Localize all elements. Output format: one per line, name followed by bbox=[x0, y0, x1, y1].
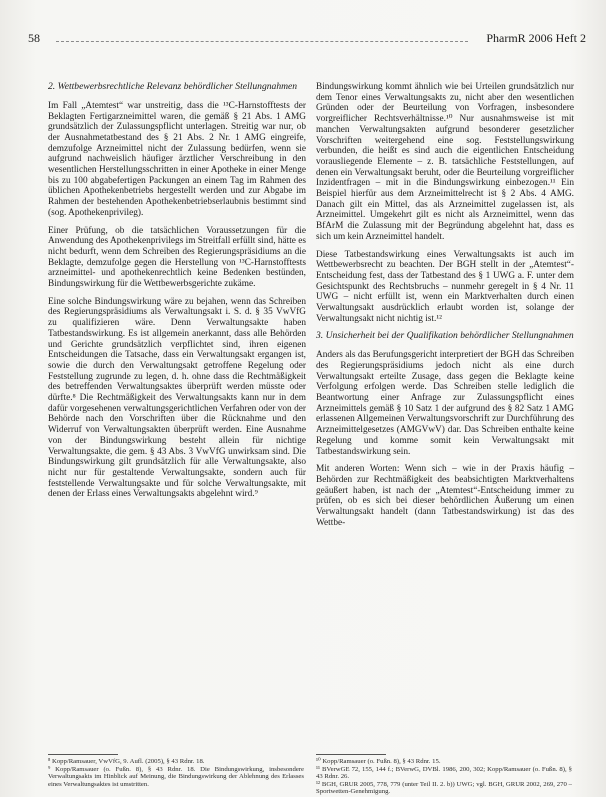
left-column bbox=[48, 82, 306, 507]
journal-title: PharmR 2006 Heft 2 bbox=[486, 31, 586, 45]
footnotes-right bbox=[316, 758, 572, 796]
paragraph: Im Fall „Atemtest“ war unstreitig, dass die ¹³C-Harnstofftests der Beklagten Fertigarzneimittel waren, die gemäß § 21 Abs. 1 AMG grundsätzlich der Zulassungspflicht unterlagen. Streitig war nur, ob der Ausnahmetatbestand des § 21 Abs. 2 Nr. 1 AMG eingreife, demzufolge Arzneimittel nicht der Zulassung bedürfen, wenn sie aufgrund nachweislich häufiger ärztlicher Verschreibung in den wesentlichen Herstellungsschritten in einer Apotheke in einer Menge bis zu 100 abgabefertigen Packungen an einem Tag im Rahmen des üblichen Apothekenbetriebs hergestellt werden und zur Abgabe im Rahmen der bestehenden Apothekenbetriebserlaubnis bestimmt sind (sog. Apothekenprivileg). bbox=[48, 100, 306, 218]
footnote: ¹² BGH, GRUR 2005, 778, 779 (unter Teil II. 2. b)) UWG; vgl. BGH, GRUR 2002, 269, 270 – Sportwetten-Genehmigung. bbox=[316, 780, 572, 796]
section-heading-3: 3. Unsicherheit bei der Qualifikation behördlicher Stellungnahmen bbox=[316, 330, 574, 342]
footnote-rule-left bbox=[48, 754, 118, 755]
paragraph: Mit anderen Worten: Wenn sich – wie in der Praxis häufig – Behörden zur Rechtmäßigkeit des beabsichtigten Marktverhaltens geäußert haben, ist nach der „Atemtest“-Entscheidung immer zu prüfen, ob es sich bei dieser behördlichen Äußerung um einen Verwaltungsakt handelt (dann Tatbestandswirkung) ist das des Wettbe- bbox=[316, 464, 574, 528]
footnote: ⁹ Kopp/Ramsauer (o. Fußn. 8), § 43 Rdnr. 18. Die Bindungswirkung, insbesondere Verwaltungsakts im Hinblick auf Meinung, die Bindungswirkung der Ablehnung des Erlasses eines Verwaltungsaktes ist umstritten. bbox=[48, 765, 304, 788]
paragraph: Eine solche Bindungswirkung wäre zu bejahen, wenn das Schreiben des Regierungspräsidiums als Verwaltungsakt i. S. d. § 35 VwVfG zu qualifizieren wäre. Denn Verwaltungsakte haben Tatbestandswirkung. Es ist allgemein anerkannt, dass alle Behörden und Gerichte grundsätzlich verpflichtet sind, ihren eigenen Entscheidungen die Tatsache, dass ein Verwaltungsakt ergangen ist, sowie die durch den Verwaltungsakt getroffene Regelung oder Feststellung zugrunde zu legen, d. h. ohne dass die Rechtmäßigkeit des betreffenden Verwaltungsaktes überprüft werden müsste oder dürfte.⁸ Die Rechtmäßigkeit des Verwaltungsakts kann nur in dem dafür vorgesehenen verwaltungsgerichtlichen Verfahren oder von der Behörde nach den Vorschriften über die Rücknahme und den Widerruf von Verwaltungsakten überprüft werden. Eine Ausnahme von der Bindungswirkung besteht allein für nichtige Verwaltungsakte, die gem. § 43 Abs. 3 VwVfG unwirksam sind. Die Bindungswirkung gilt grundsätzlich für alle Verwaltungsakte, also nicht nur für gestaltende Verwaltungsakte, sondern auch für feststellende Verwaltungsakte und für solche Verwaltungsakte, mit denen der Erlass eines Verwaltungsakts abgelehnt wird.⁹ bbox=[48, 296, 306, 500]
header-rule bbox=[56, 41, 468, 42]
footnote: ¹¹ BVerwGE 72, 155, 144 f.; BVerwG, DVBl. 1986, 200, 302; Kopp/Ramsauer (o. Fußn. 8), § 43 Rdnr. 26. bbox=[316, 765, 572, 781]
footnote-rule-right bbox=[316, 754, 386, 755]
page-header bbox=[28, 31, 586, 47]
right-column bbox=[316, 82, 574, 536]
paragraph: Anders als das Berufungsgericht interpretiert der BGH das Schreiben des Regierungspräsidiums jedoch nicht als eine durch Verwaltungsakt erteilte Zusage, dass gegen die Beklagte keine Verfolgung erfolgen werde. Das Schreiben stelle lediglich die Beantwortung einer Anfrage zur Zulassungspflicht eines Arzneimittels gemäß § 10 Satz 1 der aufgrund des § 82 Satz 1 AMG erlassenen Allgemeinen Verwaltungsvorschrift zur Durchführung des Arzneimittelgesetzes (AMGVwV) dar. Das Schreiben enthalte keine Regelung und komme somit kein Verwaltungsakt mit Tatbestandswirkung sein. bbox=[316, 350, 574, 457]
footnote: ¹⁰ Kopp/Ramsauer (o. Fußn. 8), § 43 Rdnr. 15. bbox=[316, 758, 441, 765]
footnote: ⁸ Kopp/Ramsauer, VwVfG, 9. Aufl. (2005), § 43 Rdnr. 18. bbox=[48, 758, 205, 765]
section-heading-2: 2. Wettbewerbsrechtliche Relevanz behördlicher Stellungnahmen bbox=[48, 81, 298, 92]
paragraph: Einer Prüfung, ob die tatsächlichen Voraussetzungen für die Anwendung des Apothekenprivilegs im Streitfall erfüllt sind, hätte es nicht bedurft, wenn dem Schreiben des Regierungspräsidiums an die Beklagte, demzufolge gegen die Herstellung von ¹³C-Harnstofftests arzneimittel- und apothekenrechtlich keine Bedenken bestünden, Bindungswirkung für die Wettbewerbsgerichte zukäme. bbox=[48, 225, 306, 290]
paragraph: Diese Tatbestandswirkung eines Verwaltungsakts ist auch im Wettbewerbsrecht zu beachten. Der BGH stellt in der „Atemtest“-Entscheidung fest, dass der Tatbestand des § 1 UWG a. F. unter dem Gesichtspunkt des Rechtsbruchs – nunmehr geregelt in § 4 Nr. 11 UWG – nicht erfüllt ist, wenn ein Marktverhalten durch einen Verwaltungsakt ausdrücklich erlaubt worden ist, solange der Verwaltungsakt nicht nichtig ist.¹² bbox=[316, 249, 574, 324]
footnotes-left bbox=[48, 758, 304, 788]
paragraph: Bindungswirkung kommt ähnlich wie bei Urteilen grundsätzlich nur dem Tenor eines Verwaltungsakts zu, nicht aber den wesentlichen Gründen oder der Beurteilung von Vorfragen, insbesondere vorgreiflicher Rechtsverhältnisse.¹⁰ Nur ausnahmsweise ist mit manchen Verwaltungsakten aufgrund besonderer gesetzlicher Vorschriften weitergehend eine sog. Feststellungswirkung verbunden, die heißt es sind auch die eigentlichen Entscheidung vorausliegende Elemente – z. B. tatsächliche Feststellungen, auf denen ein Verwaltungsakt beruht, oder die Beurteilung vorgreiflicher Inzidentfragen – mit in die Bindungswirkung einbezogen.¹¹ Ein Beispiel hierfür aus dem Arzneimittelrecht ist § 2 Abs. 4 AMG. Danach gilt ein Mittel, das als Arzneimittel zugelassen ist, als Arzneimittel. Umgekehrt gilt es nicht als Arzneimittel, wenn das BfArM die Zulassung mit der Begründung abgelehnt hat, dass es sich um kein Arzneimittel handelt. bbox=[316, 82, 574, 242]
page-number: 58 bbox=[28, 31, 40, 45]
